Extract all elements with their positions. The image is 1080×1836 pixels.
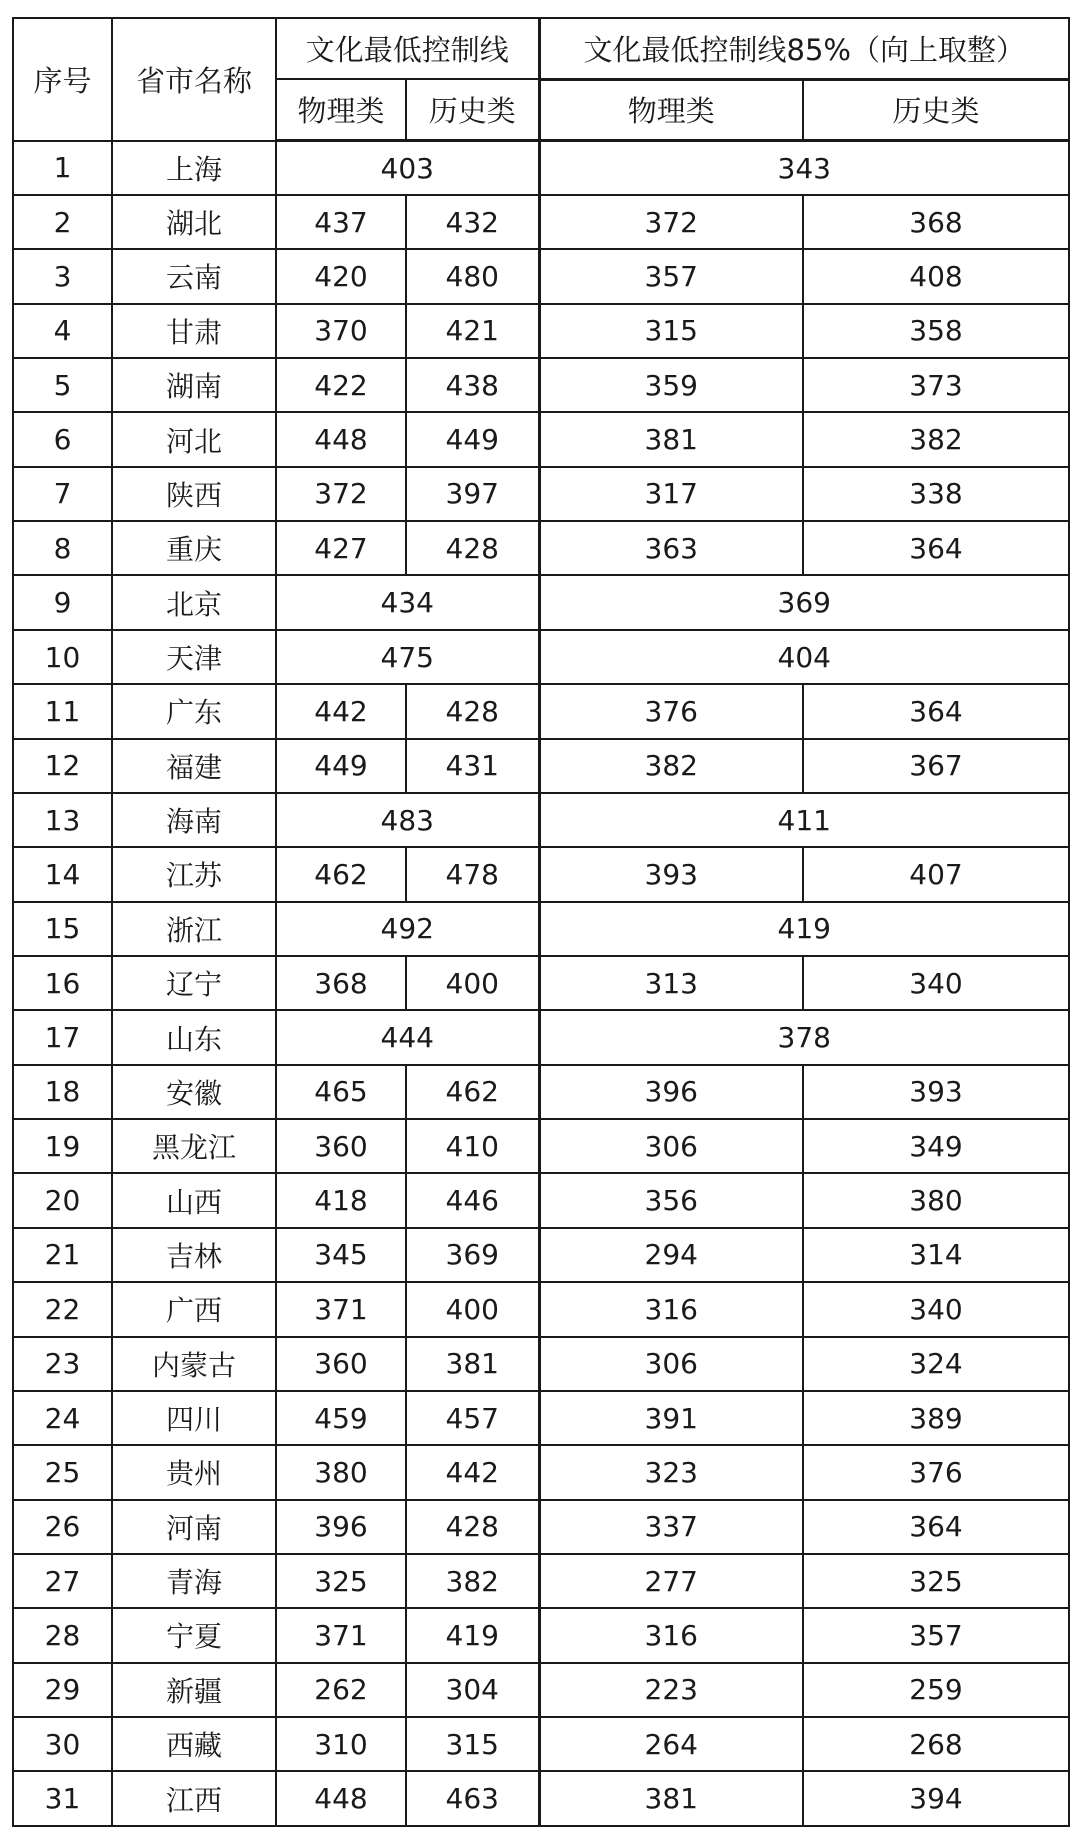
table-row	[13, 412, 1069, 466]
physics-min-cell: 442	[276, 684, 406, 738]
province-name-cell: 陕西	[112, 467, 276, 521]
province-name-cell: 河南	[112, 1500, 276, 1554]
table-row	[13, 249, 1069, 303]
history-min-cell: 410	[406, 1119, 539, 1173]
history-min-cell: 438	[406, 358, 539, 412]
physics-min-cell: 380	[276, 1445, 406, 1499]
province-name-cell: 青海	[112, 1554, 276, 1608]
history-85-cell: 259	[803, 1663, 1069, 1717]
table-row	[13, 739, 1069, 793]
row-index-cell: 21	[13, 1228, 112, 1282]
header-min-control-line: 文化最低控制线	[276, 18, 539, 79]
row-index-cell: 5	[13, 358, 112, 412]
history-min-cell: 400	[406, 956, 539, 1010]
history-min-cell: 446	[406, 1173, 539, 1227]
row-index-cell: 18	[13, 1065, 112, 1119]
province-name-cell: 上海	[112, 141, 276, 195]
header-physics-85: 物理类	[539, 79, 803, 140]
header-index: 序号	[13, 18, 112, 141]
province-name-cell: 黑龙江	[112, 1119, 276, 1173]
history-min-cell: 381	[406, 1337, 539, 1391]
history-85-cell: 407	[803, 847, 1069, 901]
physics-85-cell: 306	[539, 1119, 803, 1173]
physics-85-cell: 382	[539, 739, 803, 793]
history-85-cell: 408	[803, 249, 1069, 303]
physics-min-cell: 427	[276, 521, 406, 575]
score-85-cell: 369	[539, 575, 1069, 629]
header-row-top	[13, 18, 1069, 79]
history-85-cell: 324	[803, 1337, 1069, 1391]
table-row	[13, 956, 1069, 1010]
row-index-cell: 2	[13, 195, 112, 249]
physics-min-cell: 368	[276, 956, 406, 1010]
row-index-cell: 16	[13, 956, 112, 1010]
history-85-cell: 357	[803, 1608, 1069, 1662]
province-name-cell: 甘肃	[112, 304, 276, 358]
province-name-cell: 海南	[112, 793, 276, 847]
history-min-cell: 428	[406, 1500, 539, 1554]
table-row	[13, 1282, 1069, 1336]
history-min-cell: 369	[406, 1228, 539, 1282]
physics-85-cell: 393	[539, 847, 803, 901]
physics-85-cell: 356	[539, 1173, 803, 1227]
physics-85-cell: 372	[539, 195, 803, 249]
row-index-cell: 4	[13, 304, 112, 358]
header-history-85: 历史类	[803, 79, 1069, 140]
physics-85-cell: 376	[539, 684, 803, 738]
physics-85-cell: 363	[539, 521, 803, 575]
physics-85-cell: 337	[539, 1500, 803, 1554]
province-name-cell: 河北	[112, 412, 276, 466]
physics-min-cell: 420	[276, 249, 406, 303]
row-index-cell: 7	[13, 467, 112, 521]
province-name-cell: 北京	[112, 575, 276, 629]
province-name-cell: 新疆	[112, 1663, 276, 1717]
physics-85-cell: 396	[539, 1065, 803, 1119]
physics-min-cell: 448	[276, 412, 406, 466]
history-min-cell: 442	[406, 1445, 539, 1499]
province-name-cell: 浙江	[112, 902, 276, 956]
history-min-cell: 397	[406, 467, 539, 521]
province-name-cell: 天津	[112, 630, 276, 684]
history-85-cell: 376	[803, 1445, 1069, 1499]
physics-min-cell: 345	[276, 1228, 406, 1282]
province-name-cell: 吉林	[112, 1228, 276, 1282]
history-85-cell: 268	[803, 1717, 1069, 1771]
table-row	[13, 195, 1069, 249]
province-name-cell: 山东	[112, 1010, 276, 1064]
physics-85-cell: 264	[539, 1717, 803, 1771]
history-85-cell: 338	[803, 467, 1069, 521]
physics-85-cell: 316	[539, 1608, 803, 1662]
score-85-cell: 378	[539, 1010, 1069, 1064]
province-name-cell: 江苏	[112, 847, 276, 901]
physics-85-cell: 381	[539, 1771, 803, 1826]
history-85-cell: 373	[803, 358, 1069, 412]
row-index-cell: 11	[13, 684, 112, 738]
province-name-cell: 辽宁	[112, 956, 276, 1010]
physics-min-cell: 459	[276, 1391, 406, 1445]
history-85-cell: 325	[803, 1554, 1069, 1608]
table-row	[13, 1445, 1069, 1499]
table-row	[13, 793, 1069, 847]
table-row	[13, 1608, 1069, 1662]
history-85-cell: 389	[803, 1391, 1069, 1445]
province-name-cell: 广东	[112, 684, 276, 738]
min-score-cell: 475	[276, 630, 539, 684]
physics-85-cell: 323	[539, 1445, 803, 1499]
physics-min-cell: 372	[276, 467, 406, 521]
table-body	[13, 18, 1069, 1826]
row-index-cell: 20	[13, 1173, 112, 1227]
physics-min-cell: 325	[276, 1554, 406, 1608]
physics-min-cell: 418	[276, 1173, 406, 1227]
row-index-cell: 31	[13, 1771, 112, 1826]
history-85-cell: 340	[803, 956, 1069, 1010]
table-row	[13, 1391, 1069, 1445]
history-85-cell: 340	[803, 1282, 1069, 1336]
table-row	[13, 575, 1069, 629]
score-85-cell: 411	[539, 793, 1069, 847]
table-row	[13, 521, 1069, 575]
table-row	[13, 467, 1069, 521]
header-history: 历史类	[406, 79, 539, 140]
header-physics: 物理类	[276, 79, 406, 140]
table-row	[13, 902, 1069, 956]
province-name-cell: 内蒙古	[112, 1337, 276, 1391]
row-index-cell: 10	[13, 630, 112, 684]
row-index-cell: 3	[13, 249, 112, 303]
history-min-cell: 304	[406, 1663, 539, 1717]
province-name-cell: 重庆	[112, 521, 276, 575]
province-name-cell: 山西	[112, 1173, 276, 1227]
physics-min-cell: 310	[276, 1717, 406, 1771]
history-min-cell: 463	[406, 1771, 539, 1826]
table-row	[13, 630, 1069, 684]
table-row	[13, 1119, 1069, 1173]
history-min-cell: 457	[406, 1391, 539, 1445]
table-row	[13, 1173, 1069, 1227]
row-index-cell: 27	[13, 1554, 112, 1608]
province-name-cell: 贵州	[112, 1445, 276, 1499]
score-85-cell: 343	[539, 141, 1069, 195]
row-index-cell: 9	[13, 575, 112, 629]
table-row	[13, 1717, 1069, 1771]
physics-85-cell: 315	[539, 304, 803, 358]
row-index-cell: 23	[13, 1337, 112, 1391]
score-table	[12, 17, 1070, 1827]
history-85-cell: 314	[803, 1228, 1069, 1282]
min-score-cell: 434	[276, 575, 539, 629]
row-index-cell: 26	[13, 1500, 112, 1554]
table-row	[13, 1337, 1069, 1391]
row-index-cell: 15	[13, 902, 112, 956]
province-name-cell: 四川	[112, 1391, 276, 1445]
row-index-cell: 30	[13, 1717, 112, 1771]
row-index-cell: 24	[13, 1391, 112, 1445]
min-score-cell: 403	[276, 141, 539, 195]
history-min-cell: 382	[406, 1554, 539, 1608]
physics-85-cell: 313	[539, 956, 803, 1010]
physics-min-cell: 262	[276, 1663, 406, 1717]
table-row	[13, 1554, 1069, 1608]
physics-min-cell: 422	[276, 358, 406, 412]
physics-85-cell: 277	[539, 1554, 803, 1608]
history-min-cell: 428	[406, 684, 539, 738]
physics-min-cell: 371	[276, 1608, 406, 1662]
physics-min-cell: 371	[276, 1282, 406, 1336]
history-min-cell: 478	[406, 847, 539, 901]
row-index-cell: 25	[13, 1445, 112, 1499]
history-85-cell: 368	[803, 195, 1069, 249]
row-index-cell: 19	[13, 1119, 112, 1173]
physics-85-cell: 381	[539, 412, 803, 466]
province-name-cell: 湖北	[112, 195, 276, 249]
history-85-cell: 364	[803, 1500, 1069, 1554]
table-row	[13, 141, 1069, 195]
history-min-cell: 419	[406, 1608, 539, 1662]
physics-85-cell: 391	[539, 1391, 803, 1445]
physics-min-cell: 448	[276, 1771, 406, 1826]
row-index-cell: 28	[13, 1608, 112, 1662]
physics-min-cell: 360	[276, 1337, 406, 1391]
row-index-cell: 1	[13, 141, 112, 195]
header-85-percent-line: 文化最低控制线85%（向上取整）	[539, 18, 1069, 79]
row-index-cell: 12	[13, 739, 112, 793]
history-min-cell: 428	[406, 521, 539, 575]
history-min-cell: 462	[406, 1065, 539, 1119]
min-score-cell: 444	[276, 1010, 539, 1064]
history-85-cell: 364	[803, 521, 1069, 575]
province-name-cell: 湖南	[112, 358, 276, 412]
history-85-cell: 393	[803, 1065, 1069, 1119]
row-index-cell: 13	[13, 793, 112, 847]
table-row	[13, 1010, 1069, 1064]
history-85-cell: 394	[803, 1771, 1069, 1826]
province-name-cell: 广西	[112, 1282, 276, 1336]
table-row	[13, 1228, 1069, 1282]
min-score-cell: 483	[276, 793, 539, 847]
province-name-cell: 云南	[112, 249, 276, 303]
row-index-cell: 29	[13, 1663, 112, 1717]
row-index-cell: 6	[13, 412, 112, 466]
score-85-cell: 419	[539, 902, 1069, 956]
score-85-cell: 404	[539, 630, 1069, 684]
table-row	[13, 684, 1069, 738]
history-85-cell: 367	[803, 739, 1069, 793]
history-85-cell: 349	[803, 1119, 1069, 1173]
history-85-cell: 364	[803, 684, 1069, 738]
physics-min-cell: 370	[276, 304, 406, 358]
row-index-cell: 8	[13, 521, 112, 575]
row-index-cell: 17	[13, 1010, 112, 1064]
province-name-cell: 西藏	[112, 1717, 276, 1771]
physics-min-cell: 437	[276, 195, 406, 249]
history-85-cell: 358	[803, 304, 1069, 358]
physics-min-cell: 396	[276, 1500, 406, 1554]
history-min-cell: 315	[406, 1717, 539, 1771]
physics-85-cell: 359	[539, 358, 803, 412]
header-province: 省市名称	[112, 18, 276, 141]
row-index-cell: 22	[13, 1282, 112, 1336]
physics-85-cell: 294	[539, 1228, 803, 1282]
min-score-cell: 492	[276, 902, 539, 956]
table-row	[13, 847, 1069, 901]
history-min-cell: 400	[406, 1282, 539, 1336]
history-min-cell: 431	[406, 739, 539, 793]
history-min-cell: 480	[406, 249, 539, 303]
physics-min-cell: 462	[276, 847, 406, 901]
physics-85-cell: 316	[539, 1282, 803, 1336]
physics-85-cell: 357	[539, 249, 803, 303]
physics-85-cell: 306	[539, 1337, 803, 1391]
table-row	[13, 1065, 1069, 1119]
table-row	[13, 358, 1069, 412]
physics-min-cell: 449	[276, 739, 406, 793]
row-index-cell: 14	[13, 847, 112, 901]
history-85-cell: 382	[803, 412, 1069, 466]
table-row	[13, 1500, 1069, 1554]
table-row	[13, 1663, 1069, 1717]
province-name-cell: 安徽	[112, 1065, 276, 1119]
physics-min-cell: 465	[276, 1065, 406, 1119]
physics-min-cell: 360	[276, 1119, 406, 1173]
table-row	[13, 304, 1069, 358]
province-name-cell: 福建	[112, 739, 276, 793]
physics-85-cell: 223	[539, 1663, 803, 1717]
history-85-cell: 380	[803, 1173, 1069, 1227]
history-min-cell: 449	[406, 412, 539, 466]
province-name-cell: 宁夏	[112, 1608, 276, 1662]
province-name-cell: 江西	[112, 1771, 276, 1826]
physics-85-cell: 317	[539, 467, 803, 521]
history-min-cell: 421	[406, 304, 539, 358]
table-row	[13, 1771, 1069, 1826]
history-min-cell: 432	[406, 195, 539, 249]
